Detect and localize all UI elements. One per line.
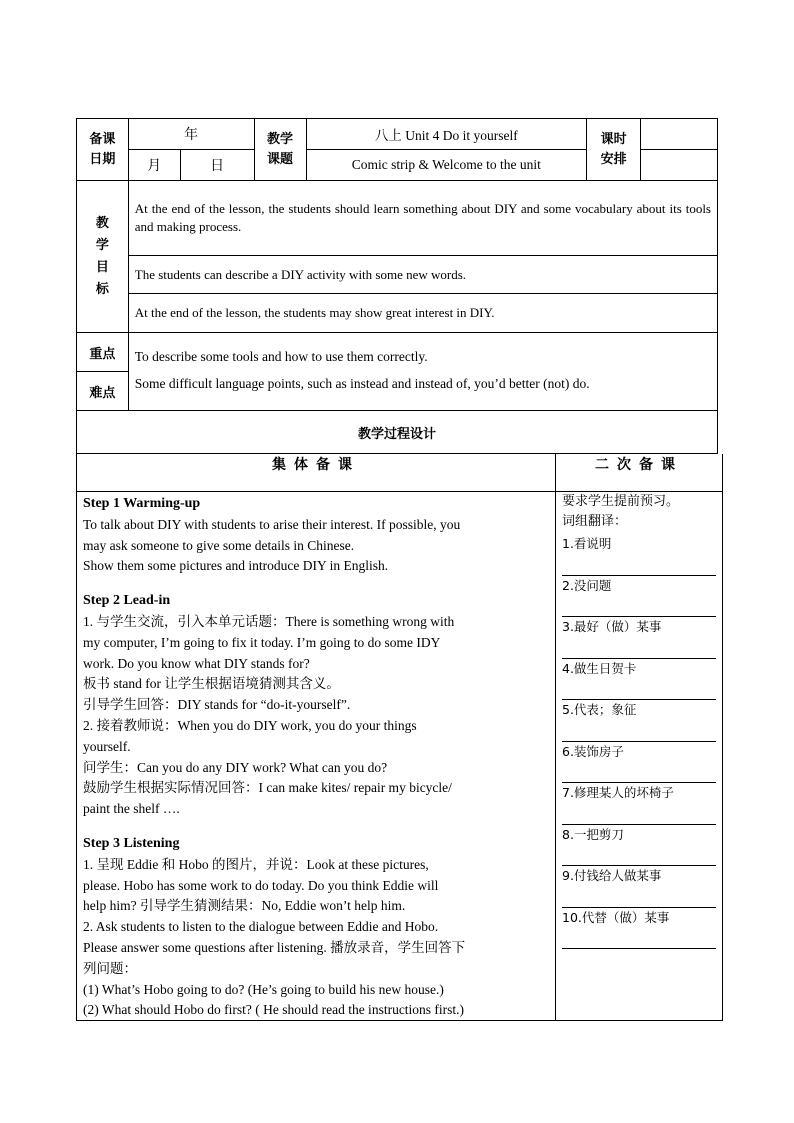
goals-label-char: 学 bbox=[95, 237, 109, 253]
key-point-label: 重点 bbox=[77, 333, 129, 372]
text-line: To talk about DIY with students to arise their interest. If possible, you bbox=[83, 516, 461, 532]
goal-ability: The students can describe a DIY activity with some new words. bbox=[128, 256, 717, 294]
text-line: 2. 接着教师说：When you do DIY work, you do your things bbox=[83, 717, 417, 733]
step-heading: Step 3 Listening bbox=[83, 835, 180, 851]
hours-label-line2: 安排 bbox=[600, 151, 627, 167]
text-line: (1) What’s Hobo going to do? (He’s going to build his new house.) bbox=[83, 981, 444, 997]
lesson-plan-page bbox=[76, 118, 718, 1021]
text-line: Please answer some questions after listening. 播放录音，学生回答下 bbox=[83, 939, 466, 955]
goals-label bbox=[77, 181, 129, 333]
goal-knowledge: At the end of the lesson, the students should learn something about DIY and some vocabulary about its tools and making process. bbox=[128, 181, 717, 256]
second-prep-header: 二次备课 bbox=[556, 454, 723, 492]
goals-label-char: 目 bbox=[95, 259, 109, 275]
day-cell: 日 bbox=[180, 150, 254, 181]
collective-prep-header: 集体备课 bbox=[77, 454, 556, 492]
collective-prep-content bbox=[77, 492, 556, 1021]
phrase-item[interactable] bbox=[562, 825, 716, 867]
main-content bbox=[77, 492, 555, 1020]
topic-label-line2: 课题 bbox=[267, 151, 294, 167]
text-line: my computer, I’m going to fix it today. I’m going to do some IDY bbox=[83, 634, 441, 650]
text-line: 1. 与学生交流，引入本单元话题：There is something wrong with bbox=[83, 613, 455, 629]
goals-label-char: 标 bbox=[95, 281, 109, 297]
unit-title: 八上 Unit 4 Do it yourself bbox=[306, 119, 587, 150]
phrase-text: 7.修理某人的坏椅子 bbox=[562, 785, 674, 800]
phrase-translation-label: 词组翻译： bbox=[562, 514, 628, 529]
phrase-item[interactable] bbox=[562, 783, 716, 825]
text-line: may ask someone to give some details in Chinese. bbox=[83, 537, 355, 553]
phrase-text: 5.代表；象征 bbox=[562, 702, 637, 717]
phrase-item[interactable] bbox=[562, 576, 716, 618]
phrase-text: 4.做生日贺卡 bbox=[562, 660, 637, 676]
text-line: (2) What should Hobo do first? ( He should read the instructions first.) bbox=[83, 1002, 465, 1018]
month-cell: 月 bbox=[128, 150, 180, 181]
topic-label bbox=[254, 119, 306, 181]
text-line: 鼓励学生根据实际情况回答：I can make kites/ repair my bicycle/ bbox=[83, 780, 452, 796]
prep-date-label bbox=[77, 119, 129, 181]
phrase-item[interactable] bbox=[562, 659, 716, 701]
text-line: 引导学生回答：DIY stands for “do-it-yourself”. bbox=[83, 697, 351, 713]
year-cell: 年 bbox=[128, 119, 254, 150]
phrase-item[interactable] bbox=[562, 866, 716, 908]
key-point-text: To describe some tools and how to use them correctly. bbox=[134, 349, 428, 364]
hours-label-line1: 课时 bbox=[600, 131, 627, 147]
spacer bbox=[83, 577, 549, 591]
difficult-point-label: 难点 bbox=[77, 372, 129, 411]
text-line: 板书 stand for 让学生根据语境猜测其含义。 bbox=[83, 676, 340, 692]
phrase-text: 1.看说明 bbox=[562, 536, 612, 551]
preview-requirement: 要求学生提前预习。 bbox=[562, 494, 680, 509]
phrase-item[interactable] bbox=[562, 617, 716, 659]
process-title: 教学过程设计 bbox=[77, 411, 718, 454]
unit-subtitle: Comic strip & Welcome to the unit bbox=[306, 150, 587, 181]
phrase-text: 9.付钱给人做某事 bbox=[562, 868, 662, 883]
text-line: help him? 引导学生猜测结果：No, Eddie won’t help him. bbox=[83, 898, 406, 914]
step-heading: Step 2 Lead-in bbox=[83, 593, 171, 609]
prep-label-line1: 备课 bbox=[89, 131, 116, 147]
step-heading: Step 1 Warming-up bbox=[83, 496, 201, 511]
phrase-text: 3.最好（做）某事 bbox=[562, 619, 662, 634]
goal-emotion: At the end of the lesson, the students may show great interest in DIY. bbox=[128, 294, 717, 333]
text-line: work. Do you know what DIY stands for? bbox=[83, 655, 310, 671]
key-points-content bbox=[128, 333, 717, 411]
phrase-text: 10.代替（做）某事 bbox=[562, 909, 670, 925]
hours-value-1[interactable] bbox=[641, 119, 718, 150]
phrase-text: 2.没问题 bbox=[562, 577, 612, 593]
text-line: 1. 呈现 Eddie 和 Hobo 的图片，并说：Look at these pictures, bbox=[83, 856, 429, 872]
text-line: 列问题： bbox=[83, 960, 137, 976]
spacer bbox=[83, 820, 549, 834]
lesson-plan-header-table bbox=[76, 118, 718, 454]
text-line: 2. Ask students to listen to the dialogue between Eddie and Hobo. bbox=[83, 919, 439, 935]
text-line: Show them some pictures and introduce DIY in English. bbox=[83, 558, 389, 574]
phrase-item[interactable] bbox=[562, 908, 716, 950]
phrase-text: 6.装饰房子 bbox=[562, 743, 624, 759]
topic-label-line1: 教学 bbox=[267, 131, 294, 147]
process-table bbox=[76, 454, 723, 1021]
text-line: yourself. bbox=[83, 738, 131, 754]
phrase-item[interactable] bbox=[562, 742, 716, 784]
phrase-item[interactable] bbox=[562, 700, 716, 742]
second-prep-content bbox=[556, 492, 723, 1021]
phrase-text: 8.一把剪刀 bbox=[562, 826, 624, 842]
text-line: paint the shelf …. bbox=[83, 801, 180, 817]
hours-label bbox=[587, 119, 641, 181]
prep-label-line2: 日期 bbox=[89, 151, 116, 167]
phrase-item[interactable] bbox=[562, 534, 716, 576]
goals-label-char: 教 bbox=[95, 215, 109, 231]
hours-value-2[interactable] bbox=[641, 150, 718, 181]
text-line: 问学生：Can you do any DIY work? What can you do? bbox=[83, 759, 388, 775]
difficult-point-text: Some difficult language points, such as instead and instead of, you’d better (not) do. bbox=[134, 376, 590, 391]
text-line: please. Hobo has some work to do today. Do you think Eddie will bbox=[83, 877, 439, 893]
